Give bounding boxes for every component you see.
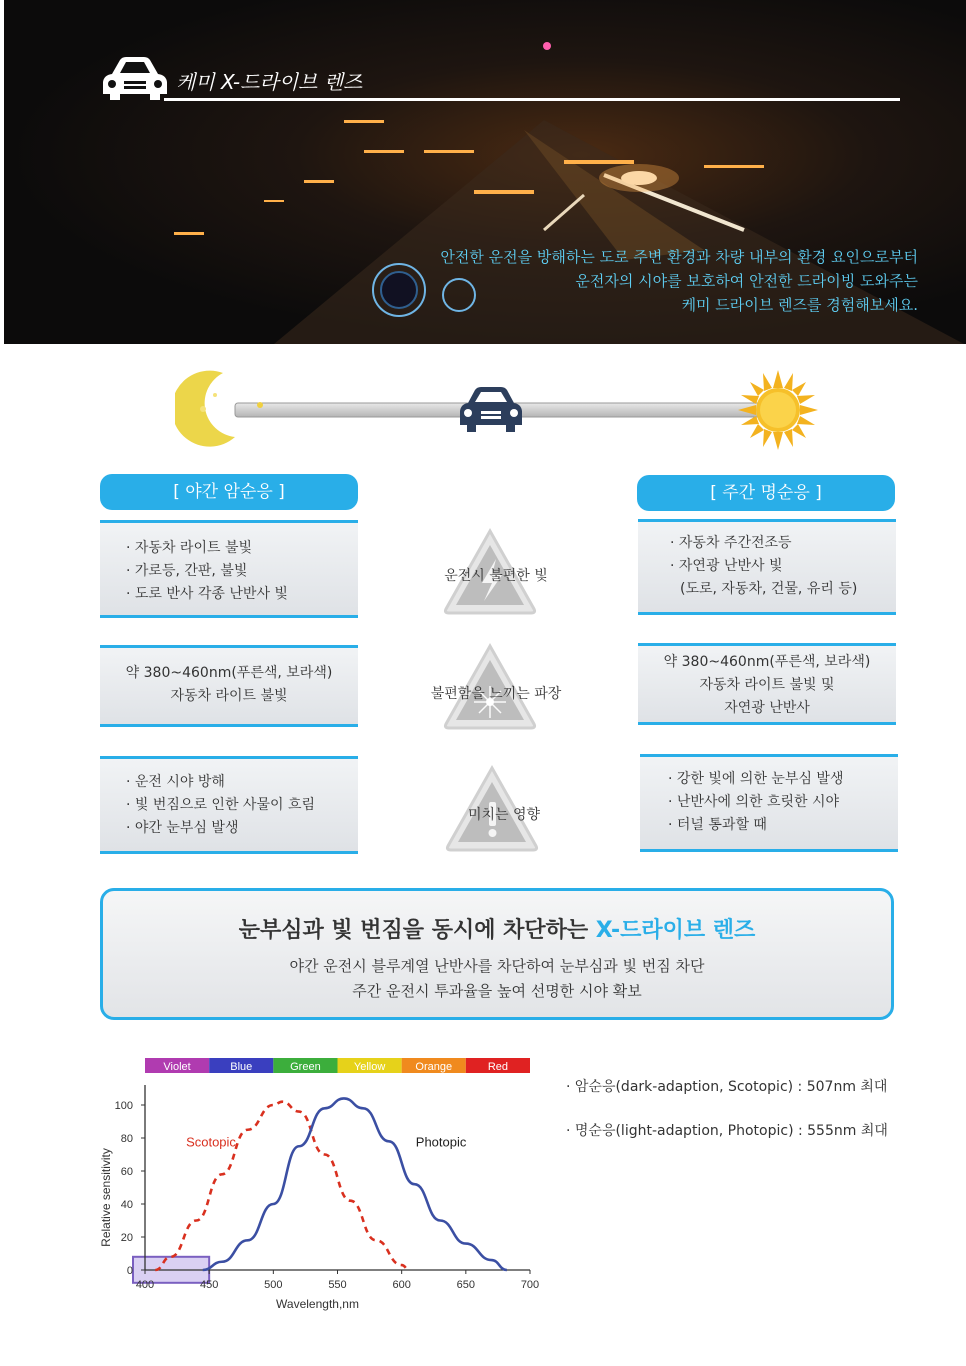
wavelength-line: 자동차 라이트 불빛 (170, 688, 288, 704)
wavelength-line: 자동차 라이트 불빛 및 (699, 677, 835, 693)
color-band-label: Yellow (353, 1061, 386, 1073)
y-tick-label: 0 (126, 1265, 133, 1277)
list-item: · 도로 반사 각종 난반사 빛 (126, 586, 288, 602)
x-tick-label: 400 (135, 1279, 155, 1291)
wavelength-line: 자연광 난반사 (724, 700, 810, 716)
y-tick-label: 60 (120, 1166, 133, 1178)
sensitivity-chart (90, 1050, 560, 1320)
note-photopic: · 명순응(light-adaption, Photopic) : 555nm 최대 (566, 1123, 888, 1139)
series-line-photopic (203, 1098, 507, 1270)
intro-line: 운전자의 시야를 보호하여 안전한 드라이빙 도와주는 (575, 272, 918, 290)
x-axis-label: Wavelength,nm (276, 1297, 359, 1311)
page-title: 케미 X-드라이브 렌즈 (176, 70, 363, 94)
list-item: · 강한 빛에 의한 눈부심 발생 (668, 771, 844, 787)
list-item: (도로, 자동차, 건물, 유리 등) (680, 581, 858, 597)
night-effects-box (100, 756, 358, 854)
list-item: · 야간 눈부심 발생 (126, 820, 239, 836)
color-band-label: Red (487, 1061, 509, 1073)
y-axis-label: Relative sensitivity (99, 1148, 113, 1247)
summary-headline-accent: X-드라이브 렌즈 (595, 918, 756, 943)
chart-notes (566, 1076, 888, 1164)
intro-text (440, 245, 918, 317)
list-item: · 자연광 난반사 빛 (670, 558, 783, 574)
night-day-slider (175, 365, 825, 455)
wavelength-line: 약 380~460nm(푸른색, 보라색) (663, 654, 871, 670)
day-sources-box (638, 519, 896, 615)
x-tick-label: 700 (520, 1279, 540, 1291)
color-band-label: Violet (163, 1061, 191, 1073)
night-wavelength-box (100, 645, 358, 727)
car-icon (460, 387, 522, 432)
list-item: · 빛 번짐으로 인한 사물이 흐림 (126, 797, 315, 813)
summary-headline-text: 눈부심과 빛 번짐을 동시에 차단하는 (238, 918, 596, 943)
middle-label-discomfort-light: 운전시 불편한 빛 (444, 568, 548, 584)
sun-icon (738, 370, 818, 450)
day-title-pill: [ 주간 명순응 ] (637, 475, 895, 511)
x-tick-label: 500 (264, 1279, 283, 1291)
y-tick-label: 100 (114, 1100, 133, 1112)
title-underline (164, 98, 900, 101)
summary-line: 야간 운전시 블루계열 난반사를 차단하여 눈부심과 빛 번짐 차단 (289, 957, 705, 975)
annotation-photopic: Photopic (415, 1134, 467, 1150)
summary-box (100, 888, 894, 1020)
summary-line: 주간 운전시 투과율을 높여 선명한 시야 확보 (352, 982, 642, 1000)
x-tick-label: 550 (328, 1279, 347, 1291)
y-tick-label: 20 (120, 1232, 133, 1244)
day-effects-box (640, 754, 898, 852)
night-title-pill: [ 야간 암순응 ] (100, 474, 358, 510)
x-tick-label: 650 (456, 1279, 476, 1291)
list-item: · 운전 시야 방해 (126, 774, 225, 790)
middle-label-discomfort-wavelength: 불편함을 느끼는 파장 (430, 686, 562, 702)
annotation-scotopic: Scotopic (186, 1134, 236, 1150)
list-item: · 난반사에 의한 흐릿한 시야 (668, 794, 840, 810)
list-item: · 자동차 라이트 불빛 (126, 540, 252, 556)
day-wavelength-box (638, 643, 896, 725)
note-scotopic: · 암순응(dark-adaption, Scotopic) : 507nm 최대 (566, 1079, 888, 1095)
y-tick-label: 80 (120, 1133, 133, 1145)
y-tick-label: 40 (120, 1199, 133, 1211)
list-item: · 터널 통과할 때 (668, 817, 767, 833)
intro-line: 안전한 운전을 방해하는 도로 주변 환경과 차량 내부의 환경 요인으로부터 (440, 248, 918, 266)
hero-banner (4, 0, 966, 344)
summary-headline (103, 913, 891, 944)
color-band-label: Orange (415, 1061, 453, 1073)
car-logo-icon (100, 56, 170, 104)
color-band-label: Blue (230, 1061, 253, 1073)
intro-line: 케미 드라이브 렌즈를 경험해보세요. (681, 296, 918, 314)
middle-label-effects: 미치는 영향 (467, 807, 541, 823)
list-item: · 자동차 주간전조등 (670, 535, 792, 551)
x-tick-label: 600 (392, 1279, 411, 1291)
color-band-label: Green (290, 1061, 321, 1073)
night-sources-box (100, 520, 358, 618)
x-tick-label: 450 (199, 1279, 219, 1291)
wavelength-line: 약 380~460nm(푸른색, 보라색) (125, 665, 333, 681)
list-item: · 가로등, 간판, 불빛 (126, 563, 248, 579)
